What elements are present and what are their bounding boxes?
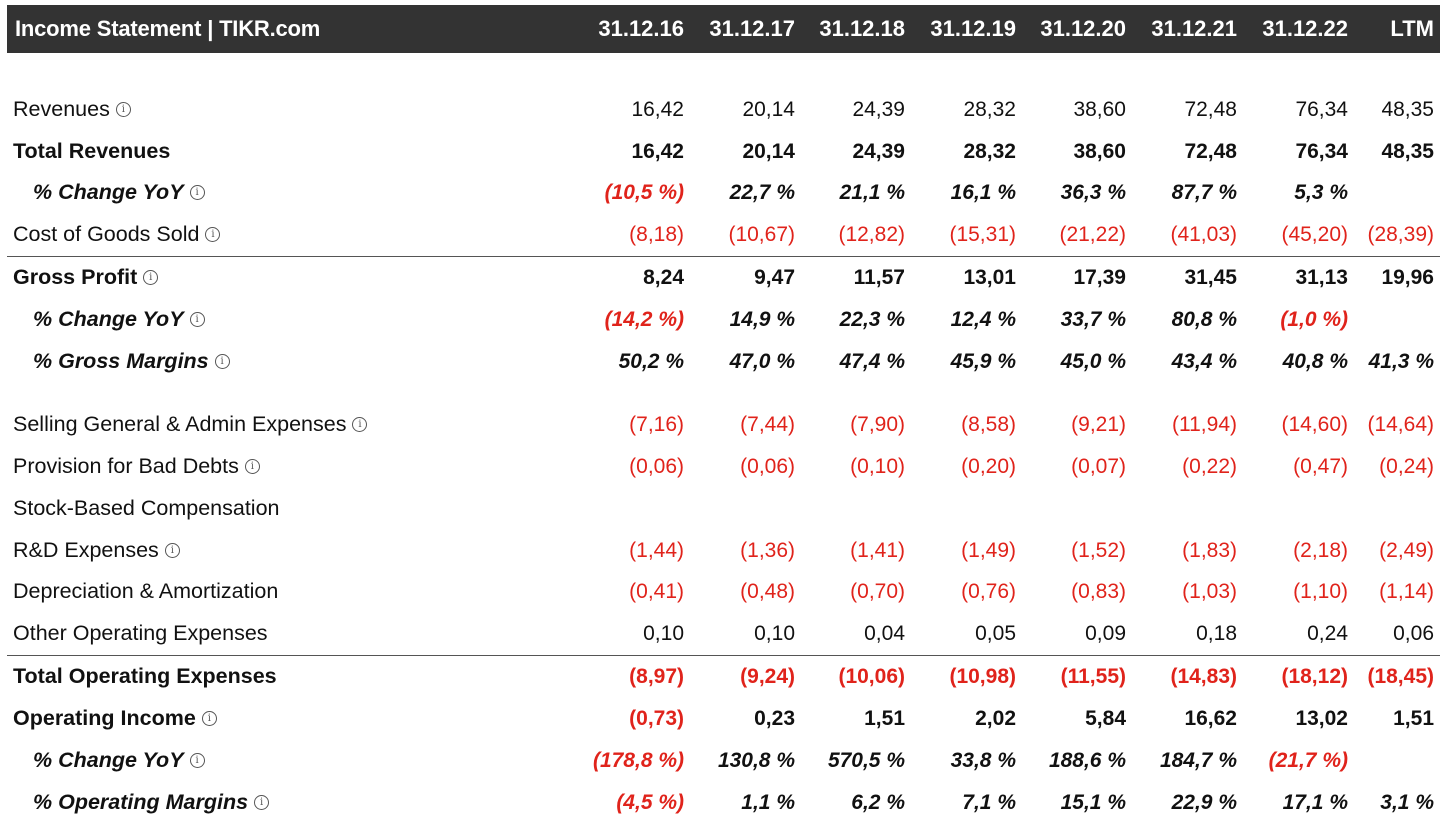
table-row bbox=[0, 89, 1456, 130]
row-label bbox=[33, 299, 205, 340]
table-cell: 40,8 % bbox=[1282, 350, 1348, 373]
row-label bbox=[13, 530, 180, 571]
row-label bbox=[13, 257, 158, 298]
table-cell: 47,0 % bbox=[729, 350, 795, 373]
table-cell: (1,0 %) bbox=[1280, 308, 1348, 331]
table-header bbox=[7, 5, 1440, 53]
table-row bbox=[0, 404, 1456, 445]
table-cell: (8,18) bbox=[629, 223, 684, 246]
row-label-text: Cost of Goods Sold bbox=[13, 222, 200, 246]
table-cell: (15,31) bbox=[949, 223, 1016, 246]
table-row bbox=[0, 446, 1456, 487]
table-cell: (4,5 %) bbox=[616, 791, 684, 814]
table-cell: 48,35 bbox=[1381, 140, 1434, 163]
table-cell: 45,9 % bbox=[950, 350, 1016, 373]
table-cell: 0,09 bbox=[1085, 622, 1126, 645]
table-cell: (1,10) bbox=[1293, 580, 1348, 603]
table-cell: (28,39) bbox=[1367, 223, 1434, 246]
table-cell: (11,94) bbox=[1172, 413, 1237, 436]
row-label-text: Depreciation & Amortization bbox=[13, 579, 279, 603]
info-circle-icon[interactable]: i bbox=[116, 102, 131, 117]
table-cell: (7,16) bbox=[629, 413, 684, 436]
table-cell: (0,10) bbox=[850, 455, 905, 478]
info-circle-icon[interactable]: i bbox=[215, 354, 230, 369]
table-cell: (0,06) bbox=[740, 455, 795, 478]
row-label-text: Gross Profit bbox=[13, 265, 138, 289]
table-cell: (12,82) bbox=[838, 223, 905, 246]
row-label bbox=[33, 341, 230, 382]
row-label-text: % Change YoY bbox=[33, 180, 184, 204]
row-label bbox=[13, 131, 170, 172]
table-cell: (14,2 %) bbox=[604, 308, 684, 331]
table-cell: (1,41) bbox=[850, 539, 905, 562]
row-label bbox=[13, 613, 268, 654]
table-cell: (0,06) bbox=[629, 455, 684, 478]
table-row bbox=[0, 613, 1456, 654]
table-row bbox=[0, 172, 1456, 213]
column-header: 31.12.20 bbox=[1040, 16, 1126, 41]
table-cell: (21,22) bbox=[1059, 223, 1126, 246]
table-cell: 16,42 bbox=[631, 98, 684, 121]
column-header: 31.12.18 bbox=[819, 16, 905, 41]
table-cell: 47,4 % bbox=[839, 350, 905, 373]
table-cell: (178,8 %) bbox=[592, 749, 684, 772]
table-cell: 6,2 % bbox=[851, 791, 905, 814]
table-cell: 22,7 % bbox=[729, 181, 795, 204]
table-cell: 76,34 bbox=[1295, 98, 1348, 121]
table-cell: 76,34 bbox=[1295, 140, 1348, 163]
info-circle-icon[interactable]: i bbox=[190, 185, 205, 200]
table-cell: 0,06 bbox=[1393, 622, 1434, 645]
row-label-text: Revenues bbox=[13, 97, 110, 121]
table-cell: (2,49) bbox=[1379, 539, 1434, 562]
table-row bbox=[0, 131, 1456, 172]
table-cell: (14,60) bbox=[1281, 413, 1348, 436]
row-label-text: % Gross Margins bbox=[33, 349, 209, 373]
table-cell: 43,4 % bbox=[1171, 350, 1237, 373]
column-header: 31.12.22 bbox=[1262, 16, 1348, 41]
row-label-text: Selling General & Admin Expenses bbox=[13, 412, 347, 436]
table-cell: 31,45 bbox=[1184, 266, 1237, 289]
row-label bbox=[13, 571, 278, 612]
table-cell: 22,9 % bbox=[1171, 791, 1237, 814]
table-cell: (45,20) bbox=[1281, 223, 1348, 246]
table-cell: 8,24 bbox=[643, 266, 684, 289]
table-cell: 9,47 bbox=[754, 266, 795, 289]
row-label-text: Total Revenues bbox=[13, 139, 171, 163]
table-cell: 31,13 bbox=[1295, 266, 1348, 289]
table-cell: 188,6 % bbox=[1048, 749, 1126, 772]
table-cell: 72,48 bbox=[1184, 98, 1237, 121]
row-label-text: % Change YoY bbox=[33, 748, 184, 772]
table-cell: 28,32 bbox=[963, 140, 1016, 163]
table-cell: 48,35 bbox=[1381, 98, 1434, 121]
table-cell: 184,7 % bbox=[1159, 749, 1237, 772]
table-cell: (7,44) bbox=[740, 413, 795, 436]
table-cell: 80,8 % bbox=[1171, 308, 1237, 331]
table-row bbox=[0, 214, 1456, 255]
table-cell: (10,06) bbox=[838, 665, 905, 688]
row-label-text: R&D Expenses bbox=[13, 538, 159, 562]
table-cell: 5,84 bbox=[1085, 707, 1126, 730]
table-cell: (0,76) bbox=[961, 580, 1016, 603]
row-label bbox=[13, 698, 217, 739]
table-cell: 36,3 % bbox=[1060, 181, 1126, 204]
table-cell: 15,1 % bbox=[1060, 791, 1126, 814]
table-cell: (1,14) bbox=[1379, 580, 1434, 603]
table-cell: 20,14 bbox=[742, 98, 795, 121]
table-cell: 0,04 bbox=[864, 622, 905, 645]
table-cell: 87,7 % bbox=[1171, 181, 1237, 204]
table-cell: 24,39 bbox=[852, 98, 905, 121]
table-cell: (7,90) bbox=[850, 413, 905, 436]
table-cell: (10,5 %) bbox=[604, 181, 684, 204]
row-label bbox=[13, 656, 277, 697]
table-cell: 38,60 bbox=[1073, 98, 1126, 121]
table-row bbox=[0, 488, 1456, 529]
info-circle-icon[interactable]: i bbox=[352, 417, 367, 432]
table-cell: 3,1 % bbox=[1380, 791, 1434, 814]
row-label-text: Operating Income bbox=[13, 706, 196, 730]
table-cell: (8,97) bbox=[629, 665, 684, 688]
row-label bbox=[33, 172, 205, 213]
table-cell: (14,64) bbox=[1367, 413, 1434, 436]
table-cell: (1,03) bbox=[1182, 580, 1237, 603]
table-cell: 13,01 bbox=[963, 266, 1016, 289]
table-cell: (0,24) bbox=[1379, 455, 1434, 478]
table-cell: (8,58) bbox=[961, 413, 1016, 436]
table-row bbox=[0, 782, 1456, 823]
table-cell: 24,39 bbox=[852, 140, 905, 163]
table-cell: (1,44) bbox=[629, 539, 684, 562]
table-cell: 13,02 bbox=[1295, 707, 1348, 730]
info-circle-icon[interactable]: i bbox=[165, 543, 180, 558]
column-header: 31.12.21 bbox=[1151, 16, 1237, 41]
table-cell: 2,02 bbox=[975, 707, 1016, 730]
table-cell: 0,10 bbox=[754, 622, 795, 645]
table-cell: (0,47) bbox=[1293, 455, 1348, 478]
row-label bbox=[33, 782, 269, 823]
table-row bbox=[0, 299, 1456, 340]
table-cell: 0,23 bbox=[754, 707, 795, 730]
table-cell: 33,7 % bbox=[1060, 308, 1126, 331]
table-row bbox=[0, 656, 1456, 697]
table-cell: (0,83) bbox=[1071, 580, 1126, 603]
row-label-text: % Change YoY bbox=[33, 307, 184, 331]
row-label-text: Total Operating Expenses bbox=[13, 664, 277, 688]
table-cell: (10,67) bbox=[728, 223, 795, 246]
table-row bbox=[0, 698, 1456, 739]
column-header: 31.12.16 bbox=[598, 16, 684, 41]
row-label-text: Stock-Based Compensation bbox=[13, 496, 280, 520]
table-cell: (1,36) bbox=[740, 539, 795, 562]
table-cell: 12,4 % bbox=[950, 308, 1016, 331]
table-cell: (14,83) bbox=[1170, 665, 1237, 688]
table-cell: 28,32 bbox=[963, 98, 1016, 121]
row-label-text: Provision for Bad Debts bbox=[13, 454, 239, 478]
table-cell: 0,18 bbox=[1196, 622, 1237, 645]
table-row bbox=[0, 530, 1456, 571]
table-cell: 20,14 bbox=[742, 140, 795, 163]
row-label bbox=[13, 404, 367, 445]
info-circle-icon[interactable]: i bbox=[205, 227, 220, 242]
table-cell: (0,22) bbox=[1182, 455, 1237, 478]
table-cell: 21,1 % bbox=[839, 181, 905, 204]
row-label bbox=[13, 214, 220, 255]
table-cell: 16,1 % bbox=[950, 181, 1016, 204]
table-cell: 1,51 bbox=[1393, 707, 1434, 730]
info-circle-icon[interactable]: i bbox=[245, 459, 260, 474]
row-label bbox=[13, 488, 280, 529]
table-row bbox=[0, 571, 1456, 612]
table-cell: 0,24 bbox=[1307, 622, 1348, 645]
table-cell: (0,41) bbox=[629, 580, 684, 603]
row-label-text: Other Operating Expenses bbox=[13, 621, 268, 645]
table-cell: (2,18) bbox=[1293, 539, 1348, 562]
table-cell: 17,1 % bbox=[1282, 791, 1348, 814]
table-cell: 33,8 % bbox=[950, 749, 1016, 772]
table-cell: 130,8 % bbox=[717, 749, 795, 772]
info-circle-icon[interactable]: i bbox=[190, 753, 205, 768]
table-cell: (9,21) bbox=[1071, 413, 1126, 436]
table-cell: (0,20) bbox=[961, 455, 1016, 478]
column-header: LTM bbox=[1390, 16, 1434, 41]
table-cell: (41,03) bbox=[1170, 223, 1237, 246]
table-cell: (0,70) bbox=[850, 580, 905, 603]
table-cell: (18,12) bbox=[1281, 665, 1348, 688]
table-cell: (0,48) bbox=[740, 580, 795, 603]
table-cell: (1,52) bbox=[1071, 539, 1126, 562]
info-circle-icon[interactable]: i bbox=[202, 711, 217, 726]
row-label-text: % Operating Margins bbox=[33, 790, 249, 814]
table-cell: 41,3 % bbox=[1368, 350, 1434, 373]
row-label bbox=[13, 89, 131, 130]
row-label bbox=[33, 740, 205, 781]
table-cell: 45,0 % bbox=[1060, 350, 1126, 373]
table-cell: (9,24) bbox=[740, 665, 795, 688]
table-cell: (21,7 %) bbox=[1268, 749, 1348, 772]
table-row bbox=[0, 257, 1456, 298]
table-cell: (0,07) bbox=[1071, 455, 1126, 478]
table-cell: 16,62 bbox=[1184, 707, 1237, 730]
table-cell: 1,51 bbox=[864, 707, 905, 730]
table-cell: 0,10 bbox=[643, 622, 684, 645]
table-row bbox=[0, 341, 1456, 382]
table-cell: 17,39 bbox=[1073, 266, 1126, 289]
table-cell: (0,73) bbox=[629, 707, 684, 730]
table-row bbox=[0, 740, 1456, 781]
table-cell: 16,42 bbox=[631, 140, 684, 163]
column-header: 31.12.19 bbox=[930, 16, 1016, 41]
table-cell: 1,1 % bbox=[741, 791, 795, 814]
info-circle-icon[interactable]: i bbox=[143, 270, 158, 285]
column-header: 31.12.17 bbox=[709, 16, 795, 41]
info-circle-icon[interactable]: i bbox=[254, 795, 269, 810]
table-cell: 72,48 bbox=[1184, 140, 1237, 163]
table-cell: 7,1 % bbox=[962, 791, 1016, 814]
table-cell: (1,83) bbox=[1182, 539, 1237, 562]
table-cell: 50,2 % bbox=[618, 350, 684, 373]
table-cell: 38,60 bbox=[1073, 140, 1126, 163]
table-cell: 11,57 bbox=[853, 266, 905, 289]
table-cell: (1,49) bbox=[961, 539, 1016, 562]
table-cell: 14,9 % bbox=[729, 308, 795, 331]
table-cell: 5,3 % bbox=[1294, 181, 1348, 204]
table-cell: 19,96 bbox=[1381, 266, 1434, 289]
table-title: Income Statement | TIKR.com bbox=[15, 16, 321, 41]
table-cell: 570,5 % bbox=[827, 749, 905, 772]
table-cell: (18,45) bbox=[1367, 665, 1434, 688]
table-cell: 0,05 bbox=[975, 622, 1016, 645]
table-cell: 22,3 % bbox=[839, 308, 905, 331]
info-circle-icon[interactable]: i bbox=[190, 312, 205, 327]
table-cell: (11,55) bbox=[1060, 665, 1126, 688]
row-label bbox=[13, 446, 260, 487]
table-cell: (10,98) bbox=[949, 665, 1016, 688]
